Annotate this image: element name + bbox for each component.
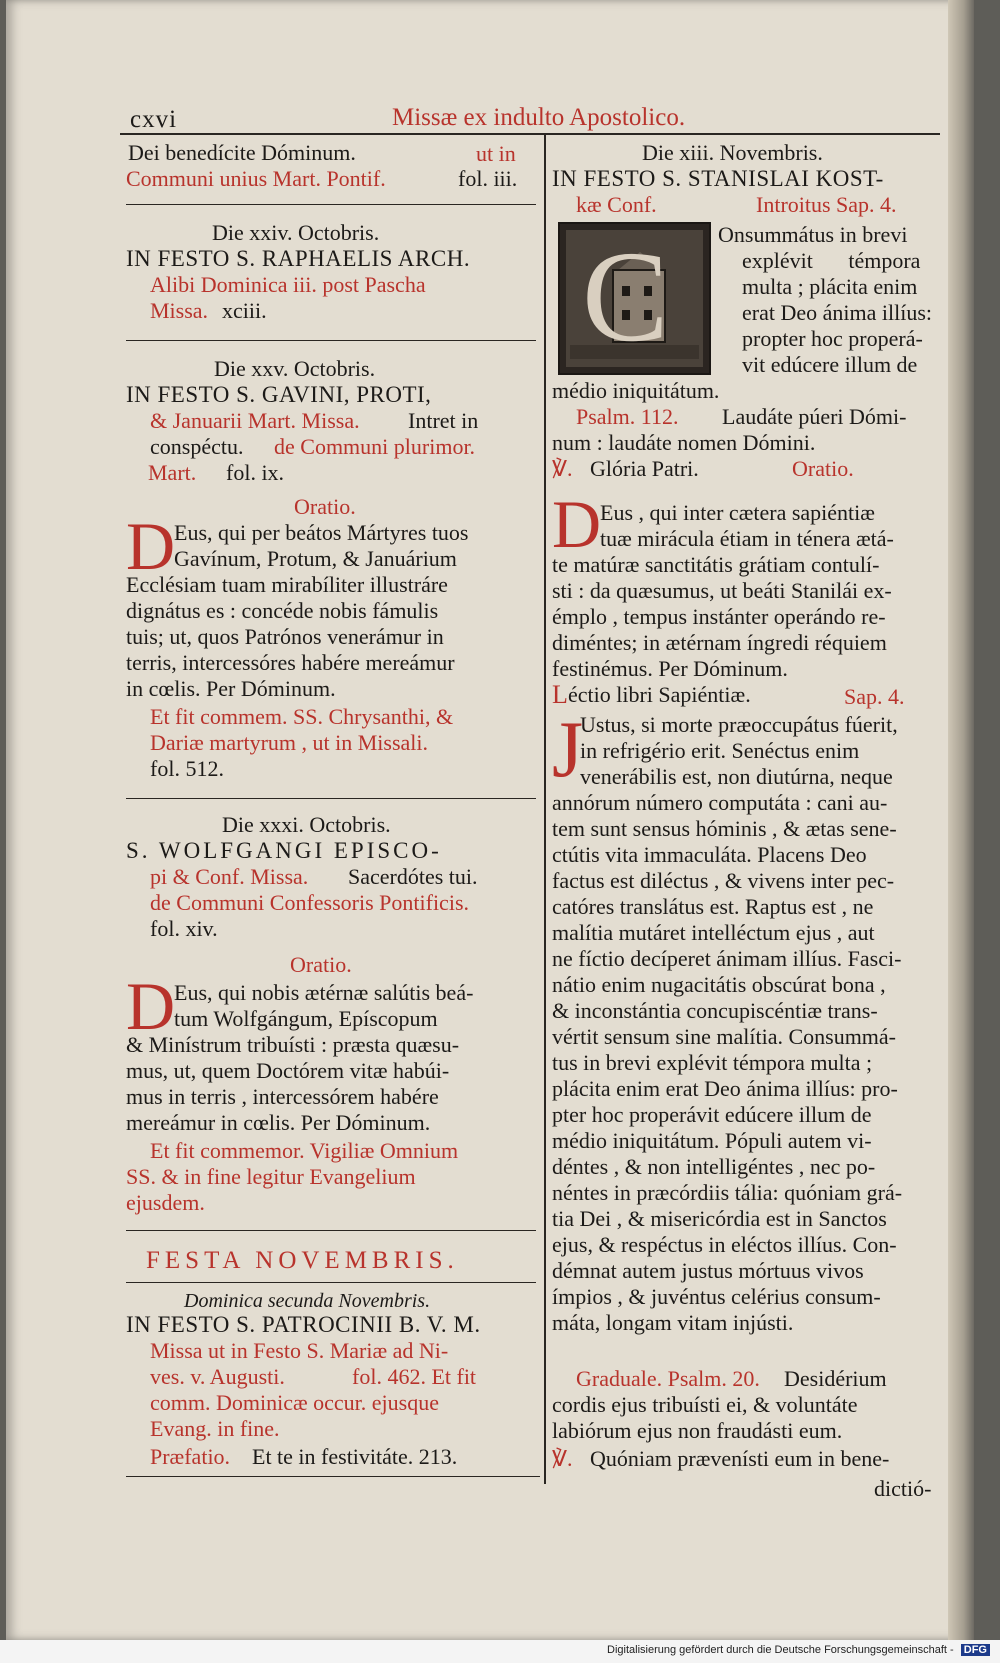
text-line: Glória Patri. — [590, 456, 699, 481]
text-line: in cœlis. Per Dóminum. — [126, 676, 336, 701]
rubric-text: Præfatio. — [150, 1444, 231, 1469]
text-line: & Minístrum tribuísti : præsta quæsu- — [126, 1032, 460, 1057]
rubric-text: Mart. — [148, 460, 197, 485]
text-line: médio iniquitátum. Pópuli autem vi- — [552, 1128, 872, 1153]
text-line: tem sunt sensus hóminis , & ætas sene- — [552, 816, 897, 841]
text-line: éctio libri Sapiéntiæ. — [568, 682, 751, 707]
text-line: diméntes; in ætérnam íngredi réquiem — [552, 630, 887, 655]
folio-ref: fol. xiv. — [150, 916, 218, 941]
text-line: catóres translátus est. Raptus est , ne — [552, 894, 874, 919]
text-line: tum Wolfgángum, Epíscopum — [174, 1006, 438, 1031]
text-line: tus in brevi explévit témpora multa ; — [552, 1050, 873, 1075]
text-line: pter hoc properávit edúcere illum de — [552, 1102, 872, 1127]
text-line: Eus, qui nobis ætérnæ salútis beá- — [174, 980, 474, 1005]
text-line: ctútis vita immaculáta. Placens Deo — [552, 842, 867, 867]
woodcut-initial-C — [558, 222, 711, 375]
text-line: mus in terris , intercessórem habére — [126, 1084, 439, 1109]
rubric-text: Sap. 4. — [844, 684, 905, 709]
folio-ref: xciii. — [222, 298, 267, 323]
rubric-text: Missa. — [150, 298, 209, 323]
text-line: cordis ejus tribuísti ei, & voluntáte — [552, 1392, 858, 1417]
digitization-footer — [0, 1640, 1000, 1663]
text-line: factus est diléctus , & vivens inter pec- — [552, 868, 895, 893]
text-line: Ecclésiam tuam mirabíliter illustráre — [126, 572, 448, 597]
versicle-sign: ℣. — [552, 1446, 573, 1471]
date-heading: Die xxiv. Octobris. — [212, 220, 380, 245]
text-line: Eus , qui inter cætera sapiéntiæ — [600, 500, 875, 525]
text-line: Gavínum, Protum, & Januárium — [174, 546, 457, 571]
rubric-text: Et fit commem. SS. Chrysanthi, & — [150, 704, 454, 729]
rubric-text: Dariæ martyrum , ut in Missali. — [150, 730, 429, 755]
versicle-sign: ℣. — [552, 456, 573, 481]
text-line: máta, longam vitam injústi. — [552, 1310, 794, 1335]
text-line: ímpios , & juvéntus celérius consum- — [552, 1284, 881, 1309]
book-page — [6, 0, 974, 1640]
text-line: venerábilis est, non diutúrna, neque — [580, 764, 893, 789]
text-line: malítia mutáret intelléctum ejus , aut — [552, 920, 875, 945]
text-line: multa ; plácita enim — [742, 274, 918, 299]
text-line: néntes in præcórdiis tália: quóniam grá- — [552, 1180, 903, 1205]
folio-ref: fol. ix. — [226, 460, 285, 485]
drop-capital: D — [126, 508, 176, 584]
text-line: labiórum ejus non fraudásti eum. — [552, 1418, 843, 1443]
month-heading: FESTA NOVEMBRIS. — [146, 1247, 459, 1274]
dfg-logo: DFG — [961, 1644, 990, 1656]
rubric-text: kæ Conf. — [576, 192, 657, 217]
date-heading: Die xxv. Octobris. — [214, 356, 376, 381]
text-line: Sacerdótes tui. — [348, 864, 478, 889]
text-line: dignátus es : concéde nobis fámulis — [126, 598, 439, 623]
rubric-text: de Communi Confessoris Pontificis. — [150, 890, 469, 915]
section-rule — [126, 1282, 536, 1283]
date-heading: Die xxxi. Octobris. — [222, 812, 391, 837]
text-line: Quóniam prævenísti eum in bene- — [590, 1446, 890, 1471]
text-line: Desidérium — [784, 1366, 887, 1391]
text-line: num : laudáte nomen Dómini. — [552, 430, 816, 455]
rubric-text: Communi unius Mart. Pontif. — [126, 166, 386, 191]
text-line: mereámur in cœlis. Per Dóminum. — [126, 1110, 431, 1135]
section-rule — [126, 798, 536, 799]
text-line: ejus, & respéctus in eléctos illíus. Con- — [552, 1232, 897, 1257]
text-line: terris, intercessóres habére mereámur — [126, 650, 455, 675]
rubric-text: de Communi plurimor. — [274, 434, 476, 459]
drop-capital: D — [552, 486, 602, 562]
rubric-text: ut in — [476, 141, 516, 166]
page-number: cxvi — [130, 106, 178, 133]
feast-heading: IN FESTO S. STANISLAI KOST- — [552, 166, 884, 191]
text-line: Onsummátus in brevi — [718, 222, 908, 247]
text-line: Eus, qui per beátos Mártyres tuos — [174, 520, 469, 545]
rubric-text: Missa ut in Festo S. Mariæ ad Ni- — [150, 1338, 449, 1363]
text-line: mus, ut, quem Doctórem vitæ habúi- — [126, 1058, 450, 1083]
rubric-text: Psalm. 112. — [576, 404, 679, 429]
bottom-rule — [126, 1476, 540, 1477]
text-line: Dei benedícite Dóminum. — [128, 140, 356, 165]
running-title: Missæ ex indulto Apostolico. — [392, 104, 686, 131]
rubric-text: & Januarii Mart. Missa. — [150, 408, 360, 433]
text-line: médio iniquitátum. — [552, 378, 720, 403]
oratio-heading: Oratio. — [294, 494, 356, 519]
text-line: annórum número computáta : cani au- — [552, 790, 888, 815]
header-rule — [120, 133, 940, 135]
text-line: plácita enim erat Deo ánima illíus: pro- — [552, 1076, 898, 1101]
column-divider — [544, 134, 546, 1484]
feast-heading: IN FESTO S. PATROCINII B. V. M. — [126, 1312, 481, 1337]
section-rule — [126, 204, 536, 205]
feast-heading: IN FESTO S. RAPHAELIS ARCH. — [126, 246, 471, 271]
text-line: démnat autem justus mórtuus vivos — [552, 1258, 864, 1283]
drop-capital: D — [126, 968, 176, 1044]
rubric-text: ejusdem. — [126, 1190, 205, 1215]
text-line: Laudáte púeri Dómi- — [722, 404, 907, 429]
text-line: tia Dei , & misericórdia est in Sanctos — [552, 1206, 887, 1231]
feast-heading: S. WOLFGANGI EPISCO- — [126, 838, 442, 863]
rubric-text: fol. 462. Et fit — [352, 1364, 477, 1389]
rubric-text: ves. v. Augusti. — [150, 1364, 285, 1389]
text-line: in refrigério erit. Senéctus enim — [580, 738, 860, 763]
section-rule — [126, 1230, 536, 1231]
footer-credit — [607, 1644, 990, 1656]
text-line: Et te in festivitáte. 213. — [252, 1444, 458, 1469]
text-line: tuis; ut, quos Patrónos venerámur in — [126, 624, 444, 649]
rubric-text: Alibi Dominica iii. post Pascha — [150, 272, 426, 297]
text-line: conspéctu. — [150, 434, 244, 459]
text-line: Ustus, si morte præoccupátus fúerit, — [580, 712, 898, 737]
feast-heading: IN FESTO S. GAVINI, PROTI, — [126, 382, 432, 407]
catchword: dictió- — [874, 1476, 932, 1501]
text-line: émplo , tempus instánter operándo re- — [552, 604, 886, 629]
rubric-text: SS. & in fine legitur Evangelium — [126, 1164, 416, 1189]
lectio-initial: L — [552, 680, 568, 709]
text-line: vértit sensum sine malítia. Consummá- — [552, 1024, 897, 1049]
section-rule — [126, 340, 536, 341]
text-line: te matúræ sanctitátis grátiam contulí- — [552, 552, 880, 577]
date-heading: Die xiii. Novembris. — [642, 140, 823, 165]
sunday-heading: Dominica secunda Novembris. — [184, 1290, 431, 1312]
rubric-text: Introitus Sap. 4. — [756, 192, 897, 217]
rubric-text: Graduale. Psalm. 20. — [576, 1366, 760, 1391]
text-line: déntes , & non intelligéntes , nec po- — [552, 1154, 876, 1179]
text-line: vit edúcere illum de — [742, 352, 918, 377]
oratio-heading: Oratio. — [792, 456, 854, 481]
text-line: Intret in — [408, 408, 479, 433]
footer-credit-text: Digitalisierung gefördert durch die Deutsche Forschungsgemeinschaft - — [607, 1644, 954, 1656]
rubric-text: pi & Conf. Missa. — [150, 864, 309, 889]
text-line: festinémus. Per Dóminum. — [552, 656, 788, 681]
text-line: tuæ mirácula étiam in ténera ætá- — [600, 526, 894, 551]
rubric-text: Evang. in fine. — [150, 1416, 280, 1441]
rubric-text: comm. Dominicæ occur. ejusque — [150, 1390, 439, 1415]
text-line: propter hoc properá- — [742, 326, 923, 351]
text-line: erat Deo ánima illíus: — [742, 300, 932, 325]
text-line: & inconstántia concupiscéntiæ trans- — [552, 998, 878, 1023]
text-line: sti : da quæsumus, ut beáti Stanilái ex- — [552, 578, 892, 603]
text-line: explévit témpora — [742, 248, 921, 273]
folio-ref: fol. 512. — [150, 756, 224, 781]
text-line: nátio enim nugacitátis obscúrat bona , — [552, 972, 886, 997]
text-line: ne fíctio decíperet ánimam illíus. Fasci- — [552, 946, 902, 971]
folio-ref: fol. iii. — [458, 166, 518, 191]
woodcut-letter: C — [582, 225, 669, 369]
oratio-heading: Oratio. — [290, 952, 352, 977]
rubric-text: Et fit commemor. Vigiliæ Omnium — [150, 1138, 459, 1163]
page-edge — [948, 0, 974, 1640]
drop-capital: J — [552, 706, 584, 794]
